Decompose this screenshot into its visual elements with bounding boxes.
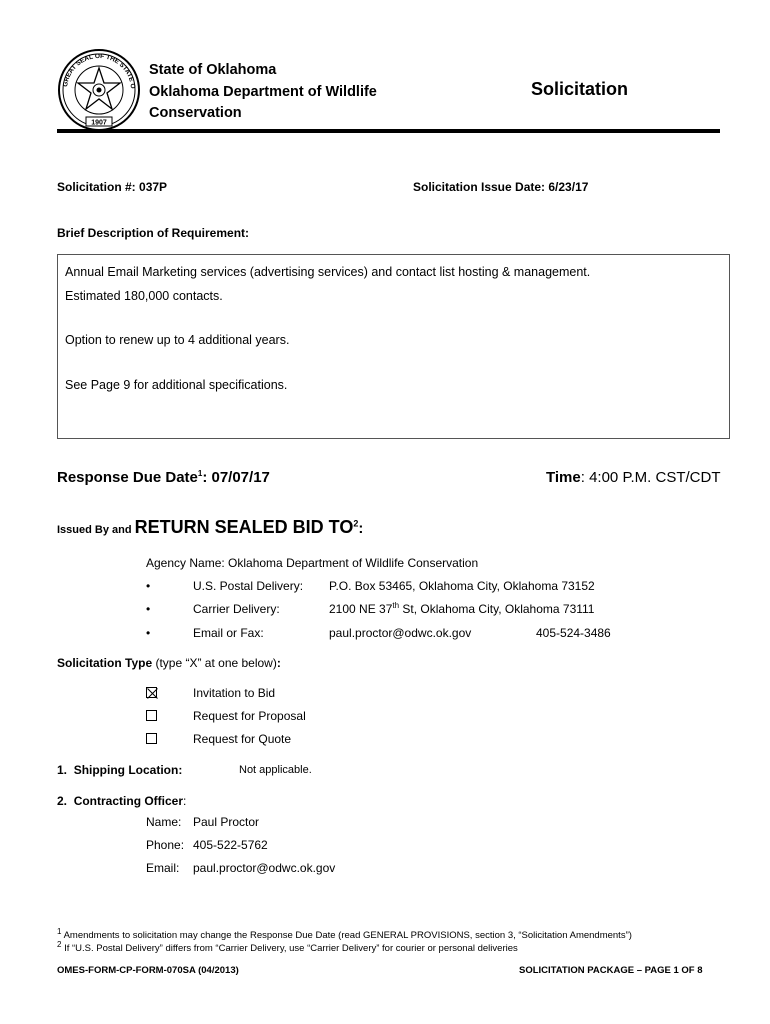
description-label: Brief Description of Requirement: xyxy=(57,226,250,240)
page-number: SOLICITATION PACKAGE – PAGE 1 OF 8 xyxy=(519,965,703,976)
contracting-officer-label: 2. Contracting Officer: xyxy=(57,794,187,808)
agency-name-line1: Oklahoma Department of Wildlife xyxy=(149,83,377,100)
form-id: OMES-FORM-CP-FORM-070SA (04/2013) xyxy=(57,965,239,976)
option-invitation-to-bid: Invitation to Bid xyxy=(193,686,276,700)
option-request-for-proposal: Request for Proposal xyxy=(193,709,306,723)
response-due-date: Response Due Date$^1$: 07/07/17 xyxy=(57,469,270,486)
footnote-1: $^1$ Amendments to solicitation may change the Response Due Date (read GENERAL PROVISIONS, section 3, “Solicitation Amendments”) xyxy=(57,926,632,941)
response-time: Time: 4:00 P.M. CST/CDT xyxy=(546,469,721,486)
agency-name-line2: Conservation xyxy=(149,105,242,121)
officer-phone-label: Phone: xyxy=(146,838,185,852)
officer-email-label: Email: xyxy=(146,861,180,875)
header-divider xyxy=(57,129,720,133)
carrier-delivery-label: Carrier Delivery: xyxy=(193,602,280,616)
document-title: Solicitation xyxy=(531,79,629,99)
shipping-location-label: 1. Shipping Location: xyxy=(57,763,183,777)
description-box xyxy=(57,254,730,439)
bullet: • xyxy=(146,579,151,593)
postal-delivery-value: P.O. Box 53465, Oklahoma City, Oklahoma 73152 xyxy=(329,579,595,593)
bullet: • xyxy=(146,626,151,640)
return-bid-heading: Issued By and RETURN SEALED BID $TO^2$: xyxy=(57,517,364,537)
svg-text:1907: 1907 xyxy=(91,119,107,127)
officer-phone-value: 405-522-5762 xyxy=(193,838,268,852)
checkbox-request-for-quote[interactable] xyxy=(146,733,157,744)
description-line: Estimated 180,000 contacts. xyxy=(65,289,223,303)
description-line: Annual Email Marketing services (advertising services) and contact list hosting & management. xyxy=(65,265,591,279)
bullet: • xyxy=(146,602,151,616)
checkbox-invitation-to-bid[interactable] xyxy=(146,687,157,698)
shipping-location-value: Not applicable. xyxy=(239,764,312,776)
officer-email-value: paul.proctor@odwc.ok.gov xyxy=(193,861,336,875)
carrier-delivery-value: 2100 NE 37th St, Oklahoma City, Oklahoma 73111 xyxy=(329,601,595,616)
solicitation-type-label: Solicitation Type (type “X” at one below): xyxy=(57,656,281,670)
email-fax-number: 405-524-3486 xyxy=(536,626,611,640)
officer-name-label: Name: xyxy=(146,815,182,829)
checkbox-request-for-proposal[interactable] xyxy=(146,710,157,721)
footnote-2: $^2$ If “U.S. Postal Delivery” differs from “Carrier Delivery, use “Carrier Delivery” for courier or personal deliveries xyxy=(57,939,518,954)
solicitation-issue-date: Solicitation Issue Date: 6/23/17 xyxy=(413,180,589,194)
postal-delivery-label: U.S. Postal Delivery: xyxy=(193,579,304,593)
description-line: Option to renew up to 4 additional years. xyxy=(65,333,290,347)
checked-x-icon xyxy=(147,688,158,699)
agency-name-line: Agency Name: Oklahoma Department of Wildlife Conservation xyxy=(146,556,479,570)
email-fax-label: Email or Fax: xyxy=(193,626,264,640)
state-seal-logo xyxy=(57,48,141,132)
solicitation-number: Solicitation #: 037P xyxy=(57,180,168,194)
svg-text:GREAT SEAL OF THE STATE OF OKL: GREAT SEAL OF THE STATE O xyxy=(62,52,137,90)
description-line: See Page 9 for additional specifications. xyxy=(65,378,288,392)
agency-header xyxy=(149,60,377,125)
officer-name-value: Paul Proctor xyxy=(193,815,260,829)
email-fax-email: paul.proctor@odwc.ok.gov xyxy=(329,626,472,640)
option-request-for-quote: Request for Quote xyxy=(193,732,292,746)
state-name: State of Oklahoma xyxy=(149,62,277,78)
